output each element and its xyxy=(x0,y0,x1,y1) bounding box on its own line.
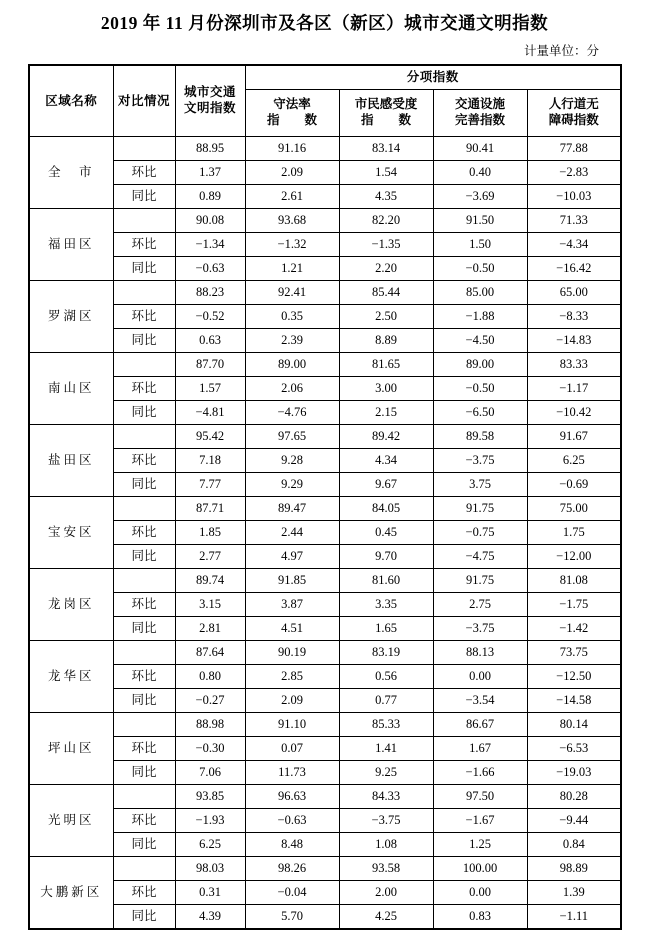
sub-index-value: 1.50 xyxy=(433,233,527,257)
city-index-value: −1.93 xyxy=(175,809,245,833)
sub-index-value: 0.00 xyxy=(433,881,527,905)
sub-index-value: 85.44 xyxy=(339,281,433,305)
table-row xyxy=(29,761,621,785)
sub-index-value: 4.51 xyxy=(245,617,339,641)
city-index-value: 0.80 xyxy=(175,665,245,689)
sub-index-value: 91.50 xyxy=(433,209,527,233)
header-compare: 对比情况 xyxy=(113,65,175,137)
region-cell: 大鹏新区 xyxy=(29,857,113,930)
table-row xyxy=(29,785,621,809)
sub-index-value: −4.50 xyxy=(433,329,527,353)
city-index-value: 87.70 xyxy=(175,353,245,377)
sub-index-value: −3.54 xyxy=(433,689,527,713)
city-index-value: 1.85 xyxy=(175,521,245,545)
sub-index-value: −1.42 xyxy=(527,617,621,641)
sub-index-value: 1.39 xyxy=(527,881,621,905)
sub-index-value: 80.14 xyxy=(527,713,621,737)
region-cell: 全 市 xyxy=(29,137,113,209)
compare-cell xyxy=(113,569,175,593)
sub-index-value: −6.53 xyxy=(527,737,621,761)
sub-index-value: 80.28 xyxy=(527,785,621,809)
sub-index-value: 92.41 xyxy=(245,281,339,305)
sub-index-value: 11.73 xyxy=(245,761,339,785)
sub-index-value: 0.45 xyxy=(339,521,433,545)
sub-index-value: −1.17 xyxy=(527,377,621,401)
table-row xyxy=(29,473,621,497)
sub-index-value: −16.42 xyxy=(527,257,621,281)
sub-index-value: 2.09 xyxy=(245,689,339,713)
sub-index-value: 6.25 xyxy=(527,449,621,473)
sub-index-value: 89.47 xyxy=(245,497,339,521)
header-region: 区域名称 xyxy=(29,65,113,137)
sub-index-value: 90.19 xyxy=(245,641,339,665)
compare-cell xyxy=(113,713,175,737)
compare-cell xyxy=(113,497,175,521)
compare-cell: 同比 xyxy=(113,185,175,209)
sub-index-value: 71.33 xyxy=(527,209,621,233)
sub-index-value: 0.84 xyxy=(527,833,621,857)
sub-index-value: 1.75 xyxy=(527,521,621,545)
table-row xyxy=(29,641,621,665)
region-cell: 宝安区 xyxy=(29,497,113,569)
sub-index-value: 2.61 xyxy=(245,185,339,209)
sub-index-value: 0.00 xyxy=(433,665,527,689)
sub-index-value: −4.75 xyxy=(433,545,527,569)
compare-cell: 环比 xyxy=(113,665,175,689)
sub-index-value: 91.75 xyxy=(433,569,527,593)
sub-index-value: 9.25 xyxy=(339,761,433,785)
table-row xyxy=(29,401,621,425)
sub-index-value: 2.15 xyxy=(339,401,433,425)
sub-index-value: −9.44 xyxy=(527,809,621,833)
compare-cell: 同比 xyxy=(113,761,175,785)
region-cell: 龙岗区 xyxy=(29,569,113,641)
sub-index-value: 91.85 xyxy=(245,569,339,593)
sub-index-value: −4.34 xyxy=(527,233,621,257)
table-body xyxy=(29,137,621,930)
table-row xyxy=(29,161,621,185)
compare-cell: 同比 xyxy=(113,617,175,641)
city-index-value: 0.31 xyxy=(175,881,245,905)
sub-index-value: 2.50 xyxy=(339,305,433,329)
city-index-value: 7.77 xyxy=(175,473,245,497)
sub-index-value: −0.04 xyxy=(245,881,339,905)
table-header xyxy=(29,65,621,137)
unit-note: 计量单位：分 xyxy=(523,44,599,58)
table-row xyxy=(29,497,621,521)
sub-index-value: 0.83 xyxy=(433,905,527,930)
header-sub-citizen-perception: 市民感受度 指 数 xyxy=(339,90,433,137)
sub-index-value: 83.33 xyxy=(527,353,621,377)
sub-index-value: 84.05 xyxy=(339,497,433,521)
sub-index-value: −1.75 xyxy=(527,593,621,617)
sub-index-value: 96.63 xyxy=(245,785,339,809)
sub-index-value: −14.83 xyxy=(527,329,621,353)
sub-index-value: 4.97 xyxy=(245,545,339,569)
city-index-value: 4.39 xyxy=(175,905,245,930)
table-row xyxy=(29,809,621,833)
table-row xyxy=(29,521,621,545)
table-row xyxy=(29,209,621,233)
table-row xyxy=(29,665,621,689)
sub-index-value: 2.20 xyxy=(339,257,433,281)
table-row xyxy=(29,737,621,761)
table-row xyxy=(29,449,621,473)
compare-cell xyxy=(113,641,175,665)
table-row xyxy=(29,257,621,281)
sub-index-value: 65.00 xyxy=(527,281,621,305)
compare-cell: 同比 xyxy=(113,257,175,281)
sub-index-value: 2.00 xyxy=(339,881,433,905)
compare-cell xyxy=(113,785,175,809)
compare-cell xyxy=(113,137,175,161)
table-row xyxy=(29,353,621,377)
sub-index-value: 3.00 xyxy=(339,377,433,401)
city-index-value: 1.57 xyxy=(175,377,245,401)
table-row xyxy=(29,593,621,617)
header-sub-facility: 交通设施 完善指数 xyxy=(433,90,527,137)
sub-index-value: 73.75 xyxy=(527,641,621,665)
compare-cell: 同比 xyxy=(113,401,175,425)
sub-index-value: −1.32 xyxy=(245,233,339,257)
region-cell: 光明区 xyxy=(29,785,113,857)
compare-cell: 环比 xyxy=(113,305,175,329)
sub-index-value: 1.67 xyxy=(433,737,527,761)
sub-index-value: −0.75 xyxy=(433,521,527,545)
sub-index-value: −0.63 xyxy=(245,809,339,833)
sub-index-value: 86.67 xyxy=(433,713,527,737)
city-index-value: 0.63 xyxy=(175,329,245,353)
sub-index-value: 93.58 xyxy=(339,857,433,881)
sub-index-value: 2.75 xyxy=(433,593,527,617)
sub-index-value: 1.65 xyxy=(339,617,433,641)
table-row xyxy=(29,137,621,161)
table-row xyxy=(29,833,621,857)
table-row xyxy=(29,545,621,569)
table-row xyxy=(29,857,621,881)
sub-index-value: −10.03 xyxy=(527,185,621,209)
compare-cell: 环比 xyxy=(113,161,175,185)
sub-index-value: 100.00 xyxy=(433,857,527,881)
sub-index-value: 4.25 xyxy=(339,905,433,930)
sub-index-value: 3.75 xyxy=(433,473,527,497)
sub-index-value: 0.56 xyxy=(339,665,433,689)
header-city-index-line2: 文明指数 xyxy=(183,101,236,115)
sub-index-value: −1.11 xyxy=(527,905,621,930)
city-index-value: 6.25 xyxy=(175,833,245,857)
sub-index-value: 2.85 xyxy=(245,665,339,689)
sub-index-value: 89.58 xyxy=(433,425,527,449)
table-row xyxy=(29,689,621,713)
table-row xyxy=(29,305,621,329)
sub-index-value: 9.70 xyxy=(339,545,433,569)
compare-cell: 同比 xyxy=(113,473,175,497)
sub-index-value: 2.44 xyxy=(245,521,339,545)
sub-index-value: 1.08 xyxy=(339,833,433,857)
sub-index-value: 81.60 xyxy=(339,569,433,593)
sub-index-value: 98.89 xyxy=(527,857,621,881)
compare-cell: 同比 xyxy=(113,545,175,569)
city-index-value: 95.42 xyxy=(175,425,245,449)
sub-index-value: 3.87 xyxy=(245,593,339,617)
sub-index-value: 2.09 xyxy=(245,161,339,185)
sub-index-value: 90.41 xyxy=(433,137,527,161)
sub-index-value: −1.88 xyxy=(433,305,527,329)
city-index-value: 90.08 xyxy=(175,209,245,233)
sub-index-value: 98.26 xyxy=(245,857,339,881)
sub-index-value: 2.39 xyxy=(245,329,339,353)
sub-index-value: 91.10 xyxy=(245,713,339,737)
sub-index-value: −14.58 xyxy=(527,689,621,713)
header-sub-sidewalk: 人行道无 障碍指数 xyxy=(527,90,621,137)
sub-index-value: −3.69 xyxy=(433,185,527,209)
sub-index-value: 85.00 xyxy=(433,281,527,305)
compare-cell xyxy=(113,857,175,881)
sub-index-value: 82.20 xyxy=(339,209,433,233)
sub-index-value: 8.48 xyxy=(245,833,339,857)
table-row xyxy=(29,569,621,593)
city-index-value: 7.06 xyxy=(175,761,245,785)
sub-index-value: 0.40 xyxy=(433,161,527,185)
sub-index-value: −0.50 xyxy=(433,257,527,281)
sub-index-value: −4.76 xyxy=(245,401,339,425)
sub-index-value: 0.35 xyxy=(245,305,339,329)
city-index-value: −0.63 xyxy=(175,257,245,281)
sub-index-value: 4.35 xyxy=(339,185,433,209)
table-row xyxy=(29,233,621,257)
sub-index-value: 75.00 xyxy=(527,497,621,521)
compare-cell: 环比 xyxy=(113,233,175,257)
sub-index-value: 91.67 xyxy=(527,425,621,449)
compare-cell: 环比 xyxy=(113,881,175,905)
sub-index-value: 3.35 xyxy=(339,593,433,617)
sub-index-value: −1.67 xyxy=(433,809,527,833)
table-row xyxy=(29,281,621,305)
city-index-value: 87.64 xyxy=(175,641,245,665)
region-cell: 福田区 xyxy=(29,209,113,281)
sub-index-value: 83.14 xyxy=(339,137,433,161)
sub-index-value: 85.33 xyxy=(339,713,433,737)
header-city-index xyxy=(175,65,245,137)
city-index-value: 2.77 xyxy=(175,545,245,569)
traffic-civilization-index-table xyxy=(28,64,622,930)
city-index-value: −1.34 xyxy=(175,233,245,257)
sub-index-value: 91.16 xyxy=(245,137,339,161)
sub-index-value: −1.35 xyxy=(339,233,433,257)
sub-index-value: −8.33 xyxy=(527,305,621,329)
table-row xyxy=(29,713,621,737)
sub-index-value: −19.03 xyxy=(527,761,621,785)
compare-cell: 环比 xyxy=(113,521,175,545)
table-row xyxy=(29,425,621,449)
sub-index-value: 0.77 xyxy=(339,689,433,713)
city-index-value: −4.81 xyxy=(175,401,245,425)
header-sub-lawfulness: 守法率 指 数 xyxy=(245,90,339,137)
city-index-value: 3.15 xyxy=(175,593,245,617)
city-index-value: 88.23 xyxy=(175,281,245,305)
sub-index-value: −12.00 xyxy=(527,545,621,569)
sub-index-value: 1.41 xyxy=(339,737,433,761)
sub-index-value: −0.69 xyxy=(527,473,621,497)
city-index-value: 2.81 xyxy=(175,617,245,641)
table-row xyxy=(29,329,621,353)
sub-index-value: −3.75 xyxy=(433,449,527,473)
sub-index-value: 9.28 xyxy=(245,449,339,473)
sub-index-value: 97.50 xyxy=(433,785,527,809)
city-index-value: 88.95 xyxy=(175,137,245,161)
sub-index-value: 81.08 xyxy=(527,569,621,593)
compare-cell: 环比 xyxy=(113,449,175,473)
region-cell: 盐田区 xyxy=(29,425,113,497)
city-index-value: 88.98 xyxy=(175,713,245,737)
city-index-value: 1.37 xyxy=(175,161,245,185)
table-row xyxy=(29,881,621,905)
city-index-value: −0.52 xyxy=(175,305,245,329)
compare-cell: 环比 xyxy=(113,809,175,833)
city-index-value: 87.71 xyxy=(175,497,245,521)
sub-index-value: 9.67 xyxy=(339,473,433,497)
sub-index-value: −1.66 xyxy=(433,761,527,785)
sub-index-value: −6.50 xyxy=(433,401,527,425)
sub-index-value: −2.83 xyxy=(527,161,621,185)
sub-index-value: 88.13 xyxy=(433,641,527,665)
sub-index-value: 91.75 xyxy=(433,497,527,521)
sub-index-value: 89.00 xyxy=(245,353,339,377)
compare-cell: 环比 xyxy=(113,593,175,617)
sub-index-value: 9.29 xyxy=(245,473,339,497)
compare-cell: 同比 xyxy=(113,329,175,353)
sub-index-value: 1.25 xyxy=(433,833,527,857)
compare-cell: 同比 xyxy=(113,689,175,713)
sub-index-value: −3.75 xyxy=(433,617,527,641)
table-row xyxy=(29,617,621,641)
sub-index-value: 8.89 xyxy=(339,329,433,353)
sub-index-value: −3.75 xyxy=(339,809,433,833)
city-index-value: 89.74 xyxy=(175,569,245,593)
compare-cell: 环比 xyxy=(113,377,175,401)
sub-index-value: 89.42 xyxy=(339,425,433,449)
compare-cell xyxy=(113,209,175,233)
region-cell: 龙华区 xyxy=(29,641,113,713)
sub-index-value: −0.50 xyxy=(433,377,527,401)
page-title: 2019 年 11 月份深圳市及各区（新区）城市交通文明指数 xyxy=(100,13,549,33)
region-cell: 坪山区 xyxy=(29,713,113,785)
compare-cell xyxy=(113,353,175,377)
city-index-value: 93.85 xyxy=(175,785,245,809)
sub-index-value: 2.06 xyxy=(245,377,339,401)
compare-cell: 环比 xyxy=(113,737,175,761)
compare-cell: 同比 xyxy=(113,905,175,930)
city-index-value: −0.30 xyxy=(175,737,245,761)
region-cell: 罗湖区 xyxy=(29,281,113,353)
compare-cell xyxy=(113,425,175,449)
compare-cell: 同比 xyxy=(113,833,175,857)
table-row xyxy=(29,377,621,401)
sub-index-value: 83.19 xyxy=(339,641,433,665)
table-row xyxy=(29,185,621,209)
sub-index-value: −12.50 xyxy=(527,665,621,689)
sub-index-value: 1.54 xyxy=(339,161,433,185)
sub-index-value: 5.70 xyxy=(245,905,339,930)
sub-index-value: 77.88 xyxy=(527,137,621,161)
city-index-value: 7.18 xyxy=(175,449,245,473)
city-index-value: 98.03 xyxy=(175,857,245,881)
compare-cell xyxy=(113,281,175,305)
sub-index-value: 81.65 xyxy=(339,353,433,377)
header-city-index-line1: 城市交通 xyxy=(183,85,236,100)
sub-index-value: 1.21 xyxy=(245,257,339,281)
sub-index-value: 97.65 xyxy=(245,425,339,449)
sub-index-value: 4.34 xyxy=(339,449,433,473)
sub-index-value: 89.00 xyxy=(433,353,527,377)
header-sub-group: 分项指数 xyxy=(245,65,621,90)
region-cell: 南山区 xyxy=(29,353,113,425)
sub-index-value: −10.42 xyxy=(527,401,621,425)
city-index-value: 0.89 xyxy=(175,185,245,209)
table-row xyxy=(29,905,621,930)
sub-index-value: 93.68 xyxy=(245,209,339,233)
sub-index-value: 0.07 xyxy=(245,737,339,761)
city-index-value: −0.27 xyxy=(175,689,245,713)
sub-index-value: 84.33 xyxy=(339,785,433,809)
